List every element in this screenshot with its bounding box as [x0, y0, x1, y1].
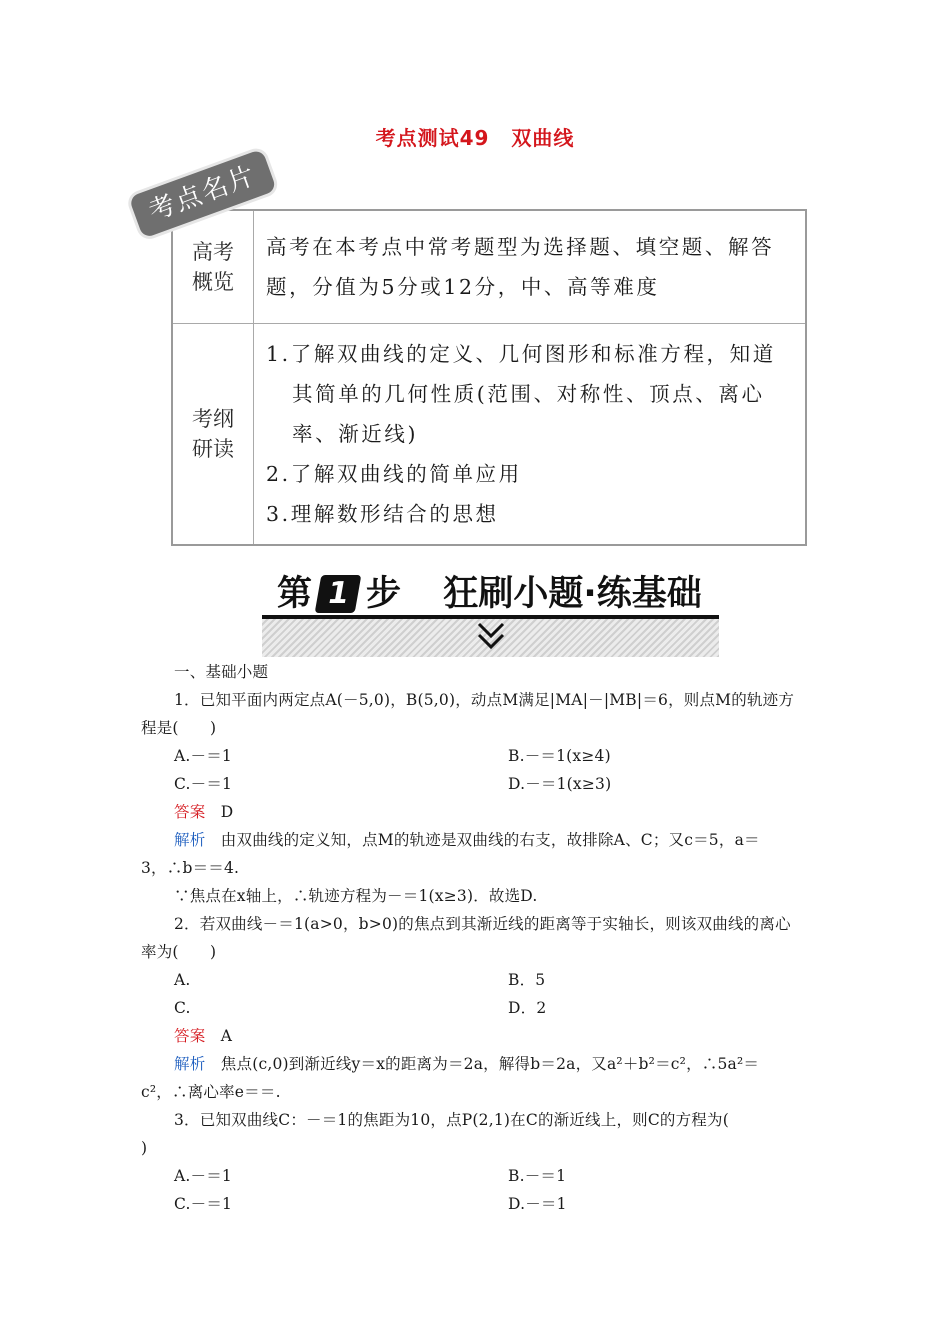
step-text: 狂刷小题·练基础 — [443, 574, 702, 614]
step-pre: 第 — [277, 574, 313, 614]
outline-item-2: 2.了解双曲线的简单应用 — [266, 462, 522, 486]
section-heading: 一、基础小题 — [174, 663, 269, 681]
q2-stem-line2: 率为( ) — [141, 943, 217, 961]
q3-option-c: C.－＝1 — [174, 1195, 233, 1213]
q2-answer — [141, 1022, 811, 1050]
q1-analysis-line3: ∵焦点在x轴上，∴轨迹方程为－＝1(x≥3)．故选D. — [174, 887, 538, 905]
q2-option-a: A. — [174, 971, 191, 989]
q1-analysis-line1 — [141, 826, 811, 854]
q2-option-c: C. — [174, 999, 191, 1017]
outline-text-cell — [254, 324, 807, 546]
overview-text: 高考在本考点中常考题型为选择题、填空题、解答题，分值为5分或12分，中、高等难度 — [254, 210, 807, 324]
q1-answer — [141, 798, 811, 826]
section-badge: 考点名片 — [128, 149, 276, 239]
overview-label-1: 高考 — [192, 240, 234, 264]
q1-stem-line1: 1．已知平面内两定点A(－5,0)，B(5,0)，动点M满足|MA|－|MB|＝6，则点M的轨迹方 — [174, 691, 795, 709]
q2-analysis-line2: c²，∴离心率e＝＝. — [141, 1083, 281, 1101]
q3-stem-line1: 3．已知双曲线C：－＝1的焦距为10，点P(2,1)在C的渐近线上，则C的方程为( — [174, 1111, 729, 1129]
q2-option-d: D．2 — [508, 999, 547, 1017]
exam-info-table — [171, 209, 807, 546]
q1-answer-value: D — [220, 803, 234, 821]
q3-option-d: D.－＝1 — [508, 1195, 567, 1213]
q1-option-b: B.－＝1(x≥4) — [508, 747, 611, 765]
double-chevron-down-icon — [476, 618, 506, 654]
q3-option-b: B.－＝1 — [508, 1167, 567, 1185]
step-number: 1 — [315, 575, 362, 613]
outline-label-cell — [172, 324, 254, 546]
q3-option-a: A.－＝1 — [174, 1167, 232, 1185]
q2-answer-label: 答案 — [174, 1027, 206, 1045]
q1-stem-line2: 程是( ) — [141, 719, 217, 737]
q2-analysis-text1: 焦点(c,0)到渐近线y＝x的距离为＝2a，解得b＝2a，又a²＋b²＝c²，∴5a²＝ — [220, 1055, 760, 1073]
step-heading — [277, 566, 702, 616]
title-part2: 双曲线 — [511, 126, 575, 150]
q2-answer-value: A — [220, 1027, 233, 1045]
q2-analysis-label: 解析 — [174, 1055, 206, 1073]
q2-option-b: B．5 — [508, 971, 546, 989]
overview-label-cell — [172, 210, 254, 324]
q1-analysis-text1: 由双曲线的定义知，点M的轨迹是双曲线的右支，故排除A、C；又c＝5，a＝ — [220, 831, 760, 849]
q2-stem-line1: 2．若双曲线－＝1(a>0，b>0)的焦点到其渐近线的距离等于实轴长，则该双曲线的离心 — [174, 915, 791, 933]
q1-option-c: C.－＝1 — [174, 775, 233, 793]
q1-option-d: D.－＝1(x≥3) — [508, 775, 612, 793]
outline-item-1: 1.了解双曲线的定义、几何图形和标准方程，知道其简单的几何性质(范围、对称性、顶点、离心率、渐近线) — [266, 342, 776, 446]
q2-analysis-line1 — [141, 1050, 811, 1078]
q1-analysis-line2: 3，∴b＝＝4. — [141, 859, 240, 877]
overview-label-2: 概览 — [192, 270, 234, 294]
page-title — [0, 122, 950, 151]
q1-answer-label: 答案 — [174, 803, 206, 821]
outline-label-2: 研读 — [192, 437, 234, 461]
q1-analysis-label: 解析 — [174, 831, 206, 849]
q3-stem-line2: ) — [141, 1139, 148, 1157]
q1-option-a: A.－＝1 — [174, 747, 232, 765]
outline-item-3: 3.理解数形结合的思想 — [266, 502, 499, 526]
outline-label-1: 考纲 — [192, 407, 234, 431]
step-post: 步 — [366, 574, 402, 614]
title-part1: 考点测试49 — [375, 126, 490, 150]
